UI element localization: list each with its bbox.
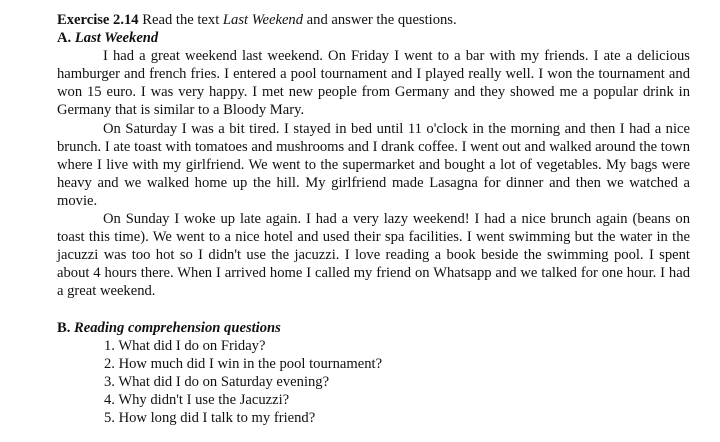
paragraph-saturday: On Saturday I was a bit tired. I stayed in bed until 11 o'clock in the morning and then I had a nice brunch. I ate toast with tomatoes and mushrooms and I drank coffee. I went out and walked around the town where I live with my girlfriend. We went to the supermarket and bought a lot of vegetables. My bags were heavy and we walked home up the hill. My girlfriend made Lasagna for dinner and then we watched a movie. xyxy=(57,120,690,209)
section-b-letter: B. xyxy=(57,319,71,336)
question-item: 3. What did I do on Saturday evening? xyxy=(104,373,330,390)
section-a-letter: A. xyxy=(57,30,72,47)
section-a-title: Last Weekend xyxy=(74,30,159,47)
question-item: 5. How long did I talk to my friend? xyxy=(104,409,316,426)
text-title-reference: Last Weekend xyxy=(222,12,304,28)
section-b-title: Reading comprehension questions xyxy=(74,319,281,336)
instruction-after: and answer the questions. xyxy=(303,12,457,28)
paragraph-friday: I had a great weekend last weekend. On Friday I went to a bar with my friends. I ate a delicious hamburger and french fries. I entered a pool tournament and I played really well. I won the tournament and won 15 euro. I was very happy. I met new people from Germany and they showed me a popular drink in Germany that is similar to a Bloody Mary. xyxy=(57,48,690,119)
exercise-title xyxy=(57,11,690,29)
question-list xyxy=(57,337,690,427)
question-item: 4. Why didn't I use the Jacuzzi? xyxy=(104,391,290,408)
exercise-label: Exercise 2.14 xyxy=(57,12,139,28)
question-item: 2. How much did I win in the pool tournament? xyxy=(104,355,383,372)
section-spacer xyxy=(57,301,690,319)
question-item: 1. What did I do on Friday? xyxy=(104,337,266,354)
instruction-before: Read the text xyxy=(138,12,223,28)
section-a-heading xyxy=(57,29,690,47)
section-b-heading xyxy=(57,319,690,337)
paragraph-sunday: On Sunday I woke up late again. I had a very lazy weekend! I had a nice brunch again (beans on toast this time). We went to a nice hotel and used their spa facilities. I went swimming but the water in the jacuzzi was too hot so I didn't use the jacuzzi. I love reading a book beside the swimming pool. I spent about 4 hours there. When I arrived home I called my friend on Whatsapp and we talked for one hour. I had a great weekend. xyxy=(57,211,690,300)
